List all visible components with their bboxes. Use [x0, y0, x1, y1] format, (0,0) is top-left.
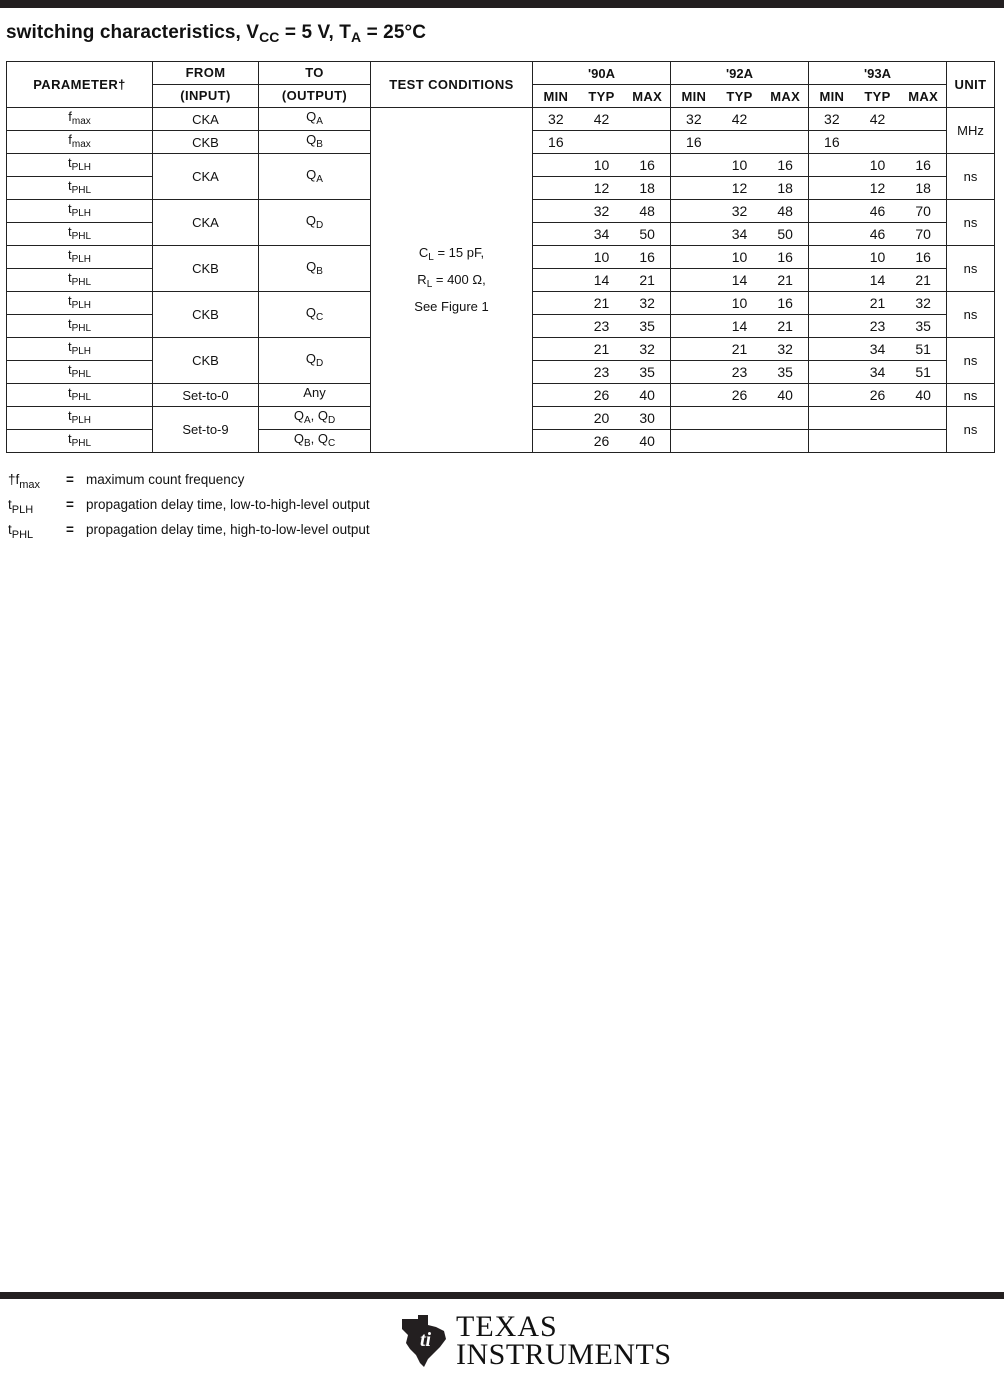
parameter-symbol: t	[67, 385, 72, 400]
to-output-cell	[259, 131, 371, 154]
output-subscript: D	[315, 219, 324, 231]
value-typ: 10	[731, 294, 748, 311]
value-typ: 34	[869, 340, 886, 357]
parameter-subscript: PLH	[71, 346, 92, 357]
parameter-cell	[7, 292, 153, 315]
parameter-symbol: t	[67, 178, 72, 193]
output-symbol: Q	[306, 258, 317, 274]
output-symbol: Q	[305, 304, 316, 320]
value-typ: 34	[869, 363, 886, 380]
value-max: 70	[915, 225, 931, 242]
values-cell-v93	[809, 269, 947, 292]
output-subscript-2: C	[327, 438, 336, 449]
values-cell-v90	[533, 361, 671, 384]
footnote-equals: =	[66, 497, 74, 512]
value-max: 35	[915, 317, 931, 334]
value-max: 35	[777, 363, 793, 380]
value-max: 21	[777, 271, 793, 288]
values-cell-v90	[533, 315, 671, 338]
value-typ: 42	[731, 110, 748, 127]
value-typ: 10	[593, 248, 610, 265]
output-subscript-2: D	[327, 415, 336, 426]
parameter-symbol: t	[67, 362, 72, 377]
parameter-subscript: PLH	[71, 162, 92, 173]
value-typ: 34	[593, 225, 610, 242]
parameter-subscript: PHL	[71, 231, 92, 242]
value-typ: 21	[869, 294, 886, 311]
from-input-cell: CKB	[153, 131, 259, 154]
values-cell-v93	[809, 223, 947, 246]
title-text-mid: = 5 V, T	[279, 22, 351, 43]
value-max: 35	[639, 363, 655, 380]
footnote-symbol-sub: PHL	[11, 529, 34, 541]
value-max: 18	[777, 179, 793, 196]
values-cell-v92	[671, 430, 809, 453]
cond-rl-value: = 400 Ω,	[432, 272, 486, 287]
unit-cell: ns	[947, 338, 995, 384]
header-from-sub: (INPUT)	[153, 85, 259, 108]
parameter-cell	[7, 384, 153, 407]
parameter-subscript: PLH	[71, 415, 92, 426]
value-typ: 14	[593, 271, 610, 288]
footnote-text: propagation delay time, low-to-high-level output	[86, 497, 370, 512]
unit-cell: ns	[947, 154, 995, 200]
unit-cell: ns	[947, 407, 995, 453]
header-unit: UNIT	[947, 62, 995, 108]
output-symbol: Any	[303, 385, 326, 400]
parameter-cell	[7, 315, 153, 338]
value-typ: 23	[593, 317, 610, 334]
footnote	[8, 470, 370, 495]
values-cell-v90	[533, 200, 671, 223]
cond-cl: C	[418, 245, 429, 260]
footnote-symbol	[8, 520, 66, 545]
switching-characteristics-table	[6, 61, 995, 453]
values-cell-v93	[809, 338, 947, 361]
from-input-cell: Set-to-0	[153, 384, 259, 407]
to-output-cell	[259, 384, 371, 407]
cond-cl-sub: L	[428, 252, 434, 263]
values-cell-v90	[533, 384, 671, 407]
from-input-cell: CKB	[153, 246, 259, 292]
footnote-symbol-sub: PLH	[11, 504, 34, 516]
ti-wordmark-line1: TEXAS	[456, 1310, 558, 1343]
values-cell-v93	[809, 384, 947, 407]
output-subscript: A	[316, 173, 323, 185]
value-max: 40	[777, 386, 793, 403]
value-max: 16	[777, 294, 793, 311]
value-typ: 10	[869, 156, 886, 173]
footnote-symbol-main: t	[8, 522, 12, 537]
from-input-cell: CKA	[153, 154, 259, 200]
parameter-subscript: PLH	[71, 208, 92, 219]
value-max: 51	[915, 340, 931, 357]
title-sub-a: A	[351, 29, 362, 45]
parameter-subscript: PLH	[71, 300, 92, 311]
values-cell-v93	[809, 407, 947, 430]
value-max: 32	[639, 294, 655, 311]
unit-cell: ns	[947, 292, 995, 338]
header-min: MIN	[543, 88, 569, 104]
value-max: 51	[915, 363, 931, 380]
values-cell-v93	[809, 108, 947, 131]
value-typ: 23	[869, 317, 886, 334]
value-max: 35	[639, 317, 655, 334]
value-max: 48	[777, 202, 793, 219]
parameter-subscript: PHL	[71, 185, 92, 196]
parameter-cell	[7, 154, 153, 177]
values-cell-v90	[533, 108, 671, 131]
output-subscript: A	[303, 415, 311, 426]
from-input-cell: CKB	[153, 338, 259, 384]
header-device-0: '90A	[533, 62, 671, 85]
header-min: MIN	[681, 88, 707, 104]
values-cell-v90	[533, 154, 671, 177]
values-cell-v92	[671, 338, 809, 361]
values-cell-v92	[671, 131, 809, 154]
value-min: 32	[824, 110, 840, 127]
header-max: MAX	[770, 88, 801, 104]
values-cell-v92	[671, 108, 809, 131]
value-typ: 14	[731, 317, 748, 334]
parameter-cell	[7, 407, 153, 430]
value-typ: 23	[593, 363, 610, 380]
values-cell-v90	[533, 246, 671, 269]
values-cell-v93	[809, 246, 947, 269]
values-cell-v92	[671, 292, 809, 315]
parameter-subscript: PHL	[71, 438, 92, 449]
parameter-symbol: t	[67, 431, 72, 446]
value-max: 40	[915, 386, 931, 403]
values-cell-v92	[671, 177, 809, 200]
output-symbol: Q	[293, 408, 304, 423]
title-text: switching characteristics, V	[6, 22, 260, 43]
unit-cell: MHz	[947, 108, 995, 154]
value-typ: 32	[731, 202, 748, 219]
value-max: 21	[639, 271, 655, 288]
parameter-symbol: t	[67, 408, 72, 423]
output-subscript: A	[316, 116, 323, 127]
values-cell-v93	[809, 131, 947, 154]
header-to-sub: (OUTPUT)	[259, 85, 371, 108]
value-typ: 21	[593, 340, 610, 357]
parameter-symbol: t	[67, 316, 72, 331]
value-typ: 14	[869, 271, 886, 288]
values-cell-v93	[809, 177, 947, 200]
value-max: 16	[915, 248, 931, 265]
ti-state-icon	[398, 1313, 450, 1369]
output-symbol: Q	[293, 431, 304, 446]
parameter-symbol: t	[67, 201, 72, 216]
value-typ: 23	[731, 363, 748, 380]
header-typ: TYP	[588, 88, 615, 104]
section-title	[6, 22, 426, 45]
values-cell-v93	[809, 200, 947, 223]
header-min-typ-max	[533, 85, 671, 108]
to-output-cell	[259, 292, 371, 338]
value-typ: 10	[869, 248, 886, 265]
parameter-symbol: f	[68, 132, 72, 147]
from-input-cell: CKB	[153, 292, 259, 338]
header-min: MIN	[819, 88, 845, 104]
svg-text:ti: ti	[420, 1329, 432, 1351]
unit-cell: ns	[947, 384, 995, 407]
value-typ: 26	[731, 386, 748, 403]
output-subscript: B	[303, 438, 311, 449]
footnote-symbol-sub: max	[19, 479, 41, 491]
value-max: 70	[915, 202, 931, 219]
value-typ: 46	[869, 225, 886, 242]
unit-cell: ns	[947, 246, 995, 292]
value-max: 32	[777, 340, 793, 357]
value-typ: 10	[593, 156, 610, 173]
values-cell-v90	[533, 407, 671, 430]
value-max: 50	[777, 225, 793, 242]
to-output-cell	[259, 108, 371, 131]
values-cell-v92	[671, 246, 809, 269]
header-typ: TYP	[864, 88, 891, 104]
top-rule	[0, 0, 1004, 8]
parameter-symbol: t	[67, 293, 72, 308]
values-cell-v93	[809, 154, 947, 177]
parameter-cell	[7, 361, 153, 384]
value-typ: 34	[731, 225, 748, 242]
footnote	[8, 520, 370, 545]
values-cell-v92	[671, 361, 809, 384]
value-typ: 42	[869, 110, 886, 127]
value-min: 32	[686, 110, 702, 127]
value-typ: 10	[731, 248, 748, 265]
parameter-symbol: t	[67, 339, 72, 354]
to-output-cell	[259, 338, 371, 384]
value-max: 30	[639, 409, 655, 426]
value-max: 21	[915, 271, 931, 288]
value-typ: 20	[593, 409, 610, 426]
value-max: 32	[639, 340, 655, 357]
value-typ: 12	[593, 179, 610, 196]
value-typ: 46	[869, 202, 886, 219]
output-subscript: C	[315, 311, 324, 323]
parameter-cell	[7, 269, 153, 292]
values-cell-v92	[671, 200, 809, 223]
parameter-subscript: PHL	[71, 277, 92, 288]
header-row-1	[7, 62, 995, 85]
to-output-cell	[259, 200, 371, 246]
value-typ: 26	[593, 386, 610, 403]
value-max: 16	[777, 248, 793, 265]
value-typ: 26	[593, 432, 610, 449]
from-input-cell: Set-to-9	[153, 407, 259, 453]
parameter-cell	[7, 177, 153, 200]
value-min: 16	[824, 133, 840, 150]
parameter-symbol: t	[67, 155, 72, 170]
value-typ: 21	[731, 340, 748, 357]
output-symbol-2: , Q	[310, 431, 328, 446]
value-max: 48	[639, 202, 655, 219]
header-min-typ-max	[809, 85, 947, 108]
header-device-1: '92A	[671, 62, 809, 85]
footnote-symbol	[8, 495, 66, 520]
header-min-typ-max	[671, 85, 809, 108]
to-output-cell	[259, 430, 371, 453]
parameter-cell	[7, 200, 153, 223]
parameter-cell	[7, 338, 153, 361]
parameter-subscript: PHL	[71, 369, 92, 380]
values-cell-v92	[671, 315, 809, 338]
values-cell-v90	[533, 430, 671, 453]
footnote	[8, 495, 370, 520]
parameter-symbol: t	[67, 247, 72, 262]
cond-rl-sub: L	[426, 279, 433, 290]
value-max: 40	[639, 432, 655, 449]
parameter-subscript: max	[71, 139, 91, 150]
value-max: 32	[915, 294, 931, 311]
output-subscript: D	[315, 357, 324, 369]
parameter-cell	[7, 246, 153, 269]
values-cell-v90	[533, 292, 671, 315]
header-typ: TYP	[726, 88, 753, 104]
from-input-cell: CKA	[153, 108, 259, 131]
parameter-subscript: PHL	[71, 323, 92, 334]
footnote-symbol-main: t	[8, 497, 12, 512]
value-max: 16	[639, 248, 655, 265]
bottom-rule	[0, 1292, 1004, 1299]
to-output-cell	[259, 154, 371, 200]
values-cell-v93	[809, 315, 947, 338]
footnotes	[8, 470, 370, 545]
cond-figure-ref: See Figure 1	[414, 299, 489, 314]
value-typ: 10	[731, 156, 748, 173]
header-parameter: PARAMETER†	[7, 62, 153, 108]
cond-rl: R	[417, 272, 427, 287]
value-max: 18	[639, 179, 655, 196]
output-symbol: Q	[306, 109, 317, 124]
value-max: 18	[915, 179, 931, 196]
values-cell-v93	[809, 430, 947, 453]
values-cell-v92	[671, 223, 809, 246]
unit-cell: ns	[947, 200, 995, 246]
values-cell-v92	[671, 407, 809, 430]
parameter-subscript: PLH	[71, 254, 92, 265]
value-min: 32	[548, 110, 564, 127]
footnote-symbol-main: †f	[8, 472, 20, 487]
output-symbol: Q	[305, 212, 316, 228]
parameter-cell	[7, 108, 153, 131]
value-typ: 32	[593, 202, 610, 219]
value-min: 16	[548, 133, 564, 150]
parameter-cell	[7, 131, 153, 154]
parameter-symbol: f	[68, 109, 72, 124]
parameter-symbol: t	[67, 224, 72, 239]
ti-wordmark	[456, 1312, 672, 1370]
footnote-text: maximum count frequency	[86, 472, 245, 487]
output-subscript: B	[316, 265, 323, 277]
values-cell-v93	[809, 361, 947, 384]
test-conditions-cell	[371, 108, 533, 453]
values-cell-v92	[671, 154, 809, 177]
values-cell-v90	[533, 223, 671, 246]
output-symbol: Q	[306, 166, 317, 182]
value-typ: 12	[731, 179, 748, 196]
title-text-post: = 25°C	[361, 22, 427, 43]
header-to: TO	[259, 62, 371, 85]
cond-cl-value: = 15 pF,	[433, 245, 485, 260]
switching-characteristics-table-wrapper	[6, 61, 995, 453]
header-max: MAX	[908, 88, 939, 104]
from-input-cell: CKA	[153, 200, 259, 246]
value-typ: 26	[869, 386, 886, 403]
footnote-text: propagation delay time, high-to-low-level output	[86, 522, 370, 537]
title-sub-cc: CC	[259, 29, 280, 45]
value-max: 16	[777, 156, 793, 173]
table-row	[7, 108, 995, 131]
value-typ: 42	[593, 110, 610, 127]
value-max: 40	[639, 386, 655, 403]
output-subscript: B	[316, 139, 323, 150]
header-max: MAX	[632, 88, 663, 104]
values-cell-v90	[533, 177, 671, 200]
parameter-symbol: t	[67, 270, 72, 285]
parameter-subscript: PHL	[71, 392, 92, 403]
output-symbol: Q	[306, 132, 317, 147]
value-max: 21	[777, 317, 793, 334]
values-cell-v90	[533, 131, 671, 154]
value-max: 50	[639, 225, 655, 242]
value-max: 16	[639, 156, 655, 173]
value-typ: 21	[593, 294, 610, 311]
footnote-equals: =	[66, 472, 74, 487]
output-symbol-2: , Q	[310, 408, 328, 423]
output-symbol: Q	[305, 350, 316, 366]
parameter-subscript: max	[71, 116, 91, 127]
header-device-2: '93A	[809, 62, 947, 85]
footnote-equals: =	[66, 522, 74, 537]
ti-wordmark-line2: INSTRUMENTS	[456, 1338, 672, 1371]
values-cell-v93	[809, 292, 947, 315]
header-test-conditions: TEST CONDITIONS	[371, 62, 533, 108]
value-typ: 14	[731, 271, 748, 288]
texas-instruments-logo	[398, 1312, 672, 1370]
values-cell-v92	[671, 269, 809, 292]
footnote-symbol	[8, 470, 66, 495]
parameter-cell	[7, 430, 153, 453]
value-min: 16	[686, 133, 702, 150]
parameter-cell	[7, 223, 153, 246]
header-from: FROM	[153, 62, 259, 85]
to-output-cell	[259, 246, 371, 292]
value-max: 16	[915, 156, 931, 173]
values-cell-v92	[671, 384, 809, 407]
values-cell-v90	[533, 269, 671, 292]
value-typ: 12	[869, 179, 886, 196]
to-output-cell	[259, 407, 371, 430]
values-cell-v90	[533, 338, 671, 361]
